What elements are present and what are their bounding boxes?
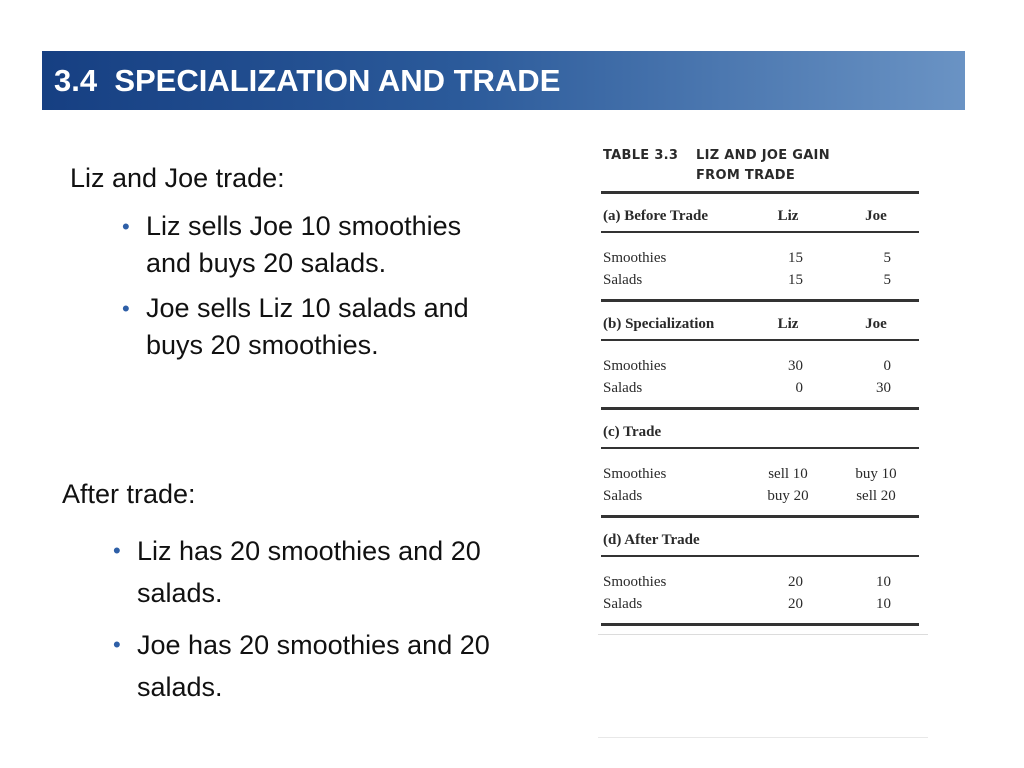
cell-joe: 5 xyxy=(883,250,891,266)
cell-liz: 20 xyxy=(788,574,803,590)
bullet-icon: • xyxy=(113,632,121,657)
slide-title: 3.4 SPECIALIZATION AND TRADE xyxy=(54,63,561,98)
row-label: Smoothies xyxy=(603,358,667,374)
table-rule xyxy=(601,191,919,194)
section-label: (b) Specialization xyxy=(603,316,715,332)
section2-bullets xyxy=(113,530,493,718)
cell-liz: buy 20 xyxy=(767,488,809,504)
table-title-line1: LIZ AND JOE GAIN xyxy=(696,148,830,163)
table-rule xyxy=(601,407,919,410)
bullet-text: Liz has 20 smoothies and 20 salads. xyxy=(137,536,481,608)
row-label: Salads xyxy=(603,272,643,288)
section-label: (d) After Trade xyxy=(603,532,700,548)
bullet-icon: • xyxy=(122,296,130,321)
table-rule xyxy=(601,339,919,341)
cell-joe: 10 xyxy=(876,574,891,590)
row-label: Smoothies xyxy=(603,574,667,590)
row-label: Salads xyxy=(603,596,643,612)
bullet-text: Liz sells Joe 10 smoothies and buys 20 salads. xyxy=(146,211,462,278)
section2-heading: After trade: xyxy=(62,479,196,509)
bullet-item xyxy=(113,624,493,708)
bullet-icon: • xyxy=(113,538,121,563)
cell-joe: 10 xyxy=(876,596,891,612)
bullet-icon: • xyxy=(122,214,130,239)
figure-edge xyxy=(598,737,928,738)
row-label: Smoothies xyxy=(603,250,667,266)
bullet-item xyxy=(122,290,482,364)
cell-liz: 15 xyxy=(788,250,803,266)
section1-bullets xyxy=(122,208,482,372)
cell-joe: sell 20 xyxy=(856,488,896,504)
col-header-liz: Liz xyxy=(777,208,799,224)
table-number: TABLE 3.3 xyxy=(603,148,679,163)
title-bar xyxy=(42,51,965,110)
col-header-joe: Joe xyxy=(865,208,887,224)
cell-liz: 0 xyxy=(795,380,803,396)
bullet-item xyxy=(113,530,493,614)
cell-joe: buy 10 xyxy=(855,466,897,482)
table-rule xyxy=(601,515,919,518)
cell-joe: 5 xyxy=(883,272,891,288)
section-label: (c) Trade xyxy=(603,424,662,440)
cell-liz: 30 xyxy=(788,358,803,374)
row-label: Salads xyxy=(603,488,643,504)
table-rule xyxy=(601,231,919,233)
cell-liz: 15 xyxy=(788,272,803,288)
col-header-joe: Joe xyxy=(865,316,887,332)
bullet-text: Joe has 20 smoothies and 20 salads. xyxy=(137,630,490,702)
table-rule xyxy=(601,299,919,302)
col-header-liz: Liz xyxy=(777,316,799,332)
cell-liz: sell 10 xyxy=(768,466,808,482)
cell-joe: 0 xyxy=(883,358,891,374)
table-rule xyxy=(601,447,919,449)
section1-heading: Liz and Joe trade: xyxy=(70,163,285,193)
figure-edge xyxy=(598,634,928,635)
cell-joe: 30 xyxy=(876,380,891,396)
table-rule xyxy=(601,623,919,626)
row-label: Salads xyxy=(603,380,643,396)
section-label: (a) Before Trade xyxy=(603,208,708,224)
cell-liz: 20 xyxy=(788,596,803,612)
table-rule xyxy=(601,555,919,557)
row-label: Smoothies xyxy=(603,466,667,482)
bullet-text: Joe sells Liz 10 salads and buys 20 smoothies. xyxy=(146,293,469,360)
bullet-item xyxy=(122,208,482,282)
table-title-line2: FROM TRADE xyxy=(696,168,796,183)
table-figure xyxy=(598,140,928,740)
